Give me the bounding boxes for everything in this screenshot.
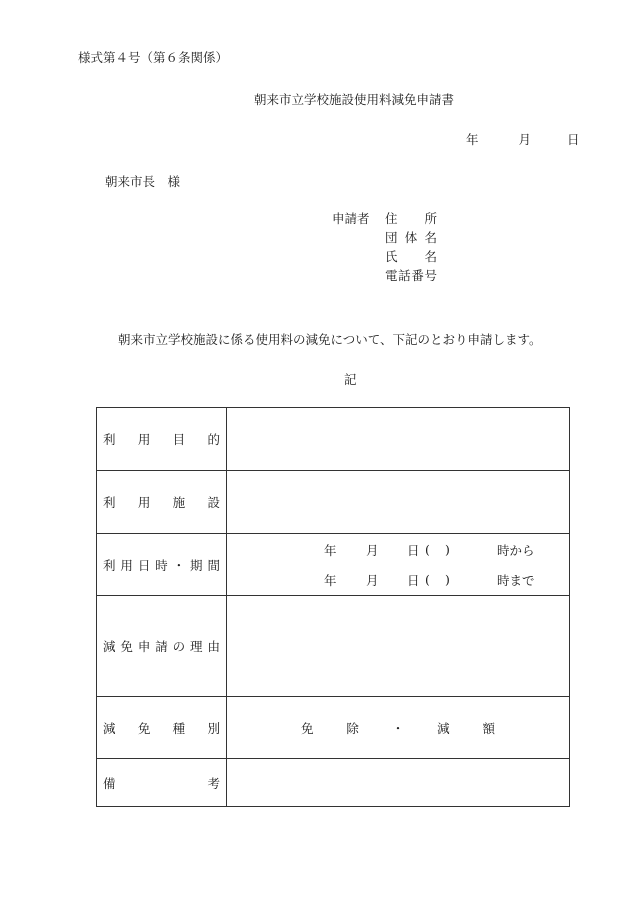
reason-row [97, 596, 570, 697]
application-table [96, 407, 570, 807]
option-reduction[interactable]: 減 [437, 720, 450, 736]
datetime-label: 利 用 日 時 ・ 期 間 [103, 557, 220, 573]
ki-heading: 記 [344, 372, 357, 387]
purpose-field[interactable] [227, 408, 570, 471]
document-title: 朝来市立学校施設使用料減免申請書 [254, 92, 455, 107]
notes-label: 備 考 [103, 775, 220, 791]
date-year: 年 [466, 132, 479, 147]
facility-row [97, 471, 570, 534]
type-options: 免 除 ・ 減 額 [301, 720, 495, 736]
group-name-label: 団 体 名 [385, 230, 437, 245]
type-row [97, 697, 570, 759]
period-start: 年 月 日 ( ) 時から [324, 542, 535, 558]
reason-field[interactable] [227, 596, 570, 697]
date-line [466, 130, 580, 148]
option-exemption[interactable]: 免 [301, 720, 314, 736]
application-statement: 朝来市立学校施設に係る使用料の減免について、下記のとおり申請します。 [118, 332, 542, 347]
type-field[interactable] [227, 697, 570, 759]
applicant-label: 申請者 [332, 211, 370, 226]
form-number: 様式第４号（第６条関係） [78, 50, 229, 65]
date-month: 月 [518, 132, 532, 147]
notes-row [97, 759, 570, 807]
facility-label: 利 用 施 設 [103, 495, 220, 510]
address-label: 住 所 [385, 211, 437, 226]
facility-field[interactable] [227, 471, 570, 534]
applicant-fields [385, 209, 437, 285]
type-label: 減 免 種 別 [103, 720, 220, 736]
period-end: 年 月 日 ( ) 時まで [324, 572, 535, 588]
date-day: 日 [567, 132, 580, 147]
phone-label: 電 話 番 号 [385, 268, 437, 283]
notes-field[interactable] [227, 759, 570, 807]
purpose-label: 利 用 目 的 [103, 432, 220, 447]
addressee: 朝来市長 様 [105, 174, 181, 189]
name-label: 氏 名 [385, 249, 437, 264]
datetime-field[interactable] [227, 534, 570, 596]
purpose-row [97, 408, 570, 471]
datetime-row [97, 534, 570, 596]
reason-label: 減 免 申 請 の 理 由 [103, 639, 220, 654]
